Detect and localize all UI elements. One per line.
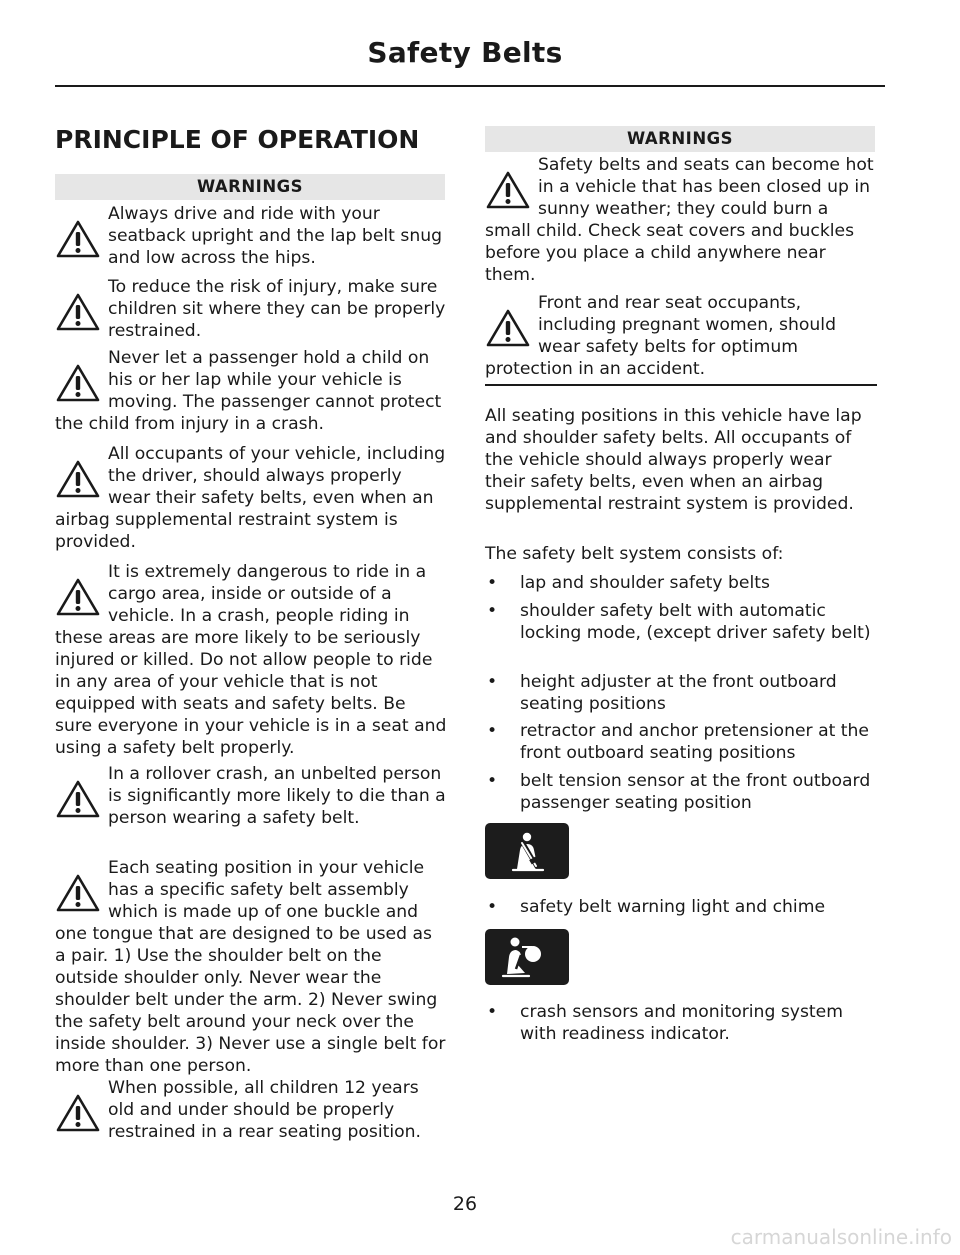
bullet-marker: • (487, 771, 498, 791)
list-item (485, 720, 877, 764)
warning-text: All occupants of your vehicle, including the driver, should always properly wear their safety belts, even when an airbag supplemental restraint system is provided. (55, 444, 446, 552)
bullet-marker: • (487, 672, 498, 692)
warning-item (55, 276, 447, 342)
warnings-header: WARNINGS (55, 174, 445, 200)
warning-text: When possible, all children 12 years old and under should be properly restrained in a rear seating position. (108, 1078, 422, 1142)
warning-text: It is extremely dangerous to ride in a cargo area, inside or outside of a vehicle. In a crash, people riding in these areas are more likely to be seriously injured or killed. Do not allow people to ride in any area of your vehicle that is not equipped with seats and safety belts. Be sure everyone in your vehicle is in a seat and using a safety belt properly. (55, 562, 447, 758)
warning-text: Always drive and ride with your seatback upright and the lap belt snug and low across the hips. (108, 204, 443, 268)
list-item (485, 600, 877, 644)
warning-text: Safety belts and seats can become hot in a vehicle that has been closed up in sunny weather; they could burn a small child. Check seat covers and buckles before you place a child anywhere near them. (485, 155, 874, 285)
list-item-text: belt tension sensor at the front outboard passenger seating position (520, 771, 871, 813)
warning-triangle-icon (55, 363, 101, 403)
warning-item (55, 347, 447, 435)
bullet-marker: • (487, 897, 498, 917)
list-item (485, 572, 877, 594)
warning-text: Never let a passenger hold a child on his or her lap while your vehicle is moving. The passenger cannot protect the child from injury in a crash. (55, 348, 442, 434)
section-divider (485, 384, 877, 386)
header-divider (55, 85, 885, 87)
list-item-text: lap and shoulder safety belts (520, 573, 770, 593)
list-item (485, 770, 877, 814)
warning-triangle-icon (55, 292, 101, 332)
warning-item (55, 443, 447, 553)
bullet-marker: • (487, 721, 498, 741)
warning-triangle-icon (55, 577, 101, 617)
section-title: PRINCIPLE OF OPERATION (55, 125, 420, 154)
list-item (485, 1001, 877, 1045)
warning-triangle-icon (485, 308, 531, 348)
warning-triangle-icon (55, 1093, 101, 1133)
warning-triangle-icon (55, 873, 101, 913)
list-item-text: crash sensors and monitoring system with readiness indicator. (520, 1002, 843, 1044)
warning-text: In a rollover crash, an unbelted person is significantly more likely to die than a person wearing a safety belt. (108, 764, 446, 828)
bullet-marker: • (487, 1002, 498, 1022)
warning-triangle-icon (55, 779, 101, 819)
bullet-marker: • (487, 573, 498, 593)
list-item-text: height adjuster at the front outboard seating positions (520, 672, 837, 714)
page-header-title: Safety Belts (367, 36, 563, 69)
warning-item (55, 857, 447, 1077)
warning-triangle-icon (485, 170, 531, 210)
warning-triangle-icon (55, 219, 101, 259)
list-item-text: safety belt warning light and chime (520, 897, 826, 917)
warning-item (55, 763, 447, 829)
bullet-marker: • (487, 601, 498, 621)
warning-text: Each seating position in your vehicle has a specific safety belt assembly which is made up of one buckle and one tongue that are designed to be used as a pair. 1) Use the shoulder belt on the outside shoulder only. Never wear the shoulder belt under the arm. 2) Never swing the safety belt around your neck over the inside shoulder. 3) Never use a single belt for more than one person. (55, 858, 446, 1076)
system-heading: The safety belt system consists of: (485, 544, 784, 564)
airbag-readiness-lamp-icon (485, 929, 569, 985)
list-item (485, 671, 877, 715)
warning-item (55, 1077, 447, 1143)
list-item-text: shoulder safety belt with automatic locking mode, (except driver safety belt) (520, 601, 871, 643)
warning-item (485, 154, 877, 286)
warning-item (55, 203, 447, 269)
warning-text: Front and rear seat occupants, including pregnant women, should wear safety belts for optimum protection in an accident. (485, 293, 836, 379)
warnings-header: WARNINGS (485, 126, 875, 152)
warning-item (55, 561, 447, 759)
page-number: 26 (452, 1193, 478, 1215)
intro-paragraph: All seating positions in this vehicle have lap and shoulder safety belts. All occupants of the vehicle should always properly wear their safety belts, even when an airbag supplemental restraint system is provided. (485, 406, 862, 514)
seatbelt-warning-lamp-icon (485, 823, 569, 879)
watermark: carmanualsonline.info (730, 1225, 952, 1249)
warning-item (485, 292, 877, 380)
list-item (485, 896, 877, 918)
warning-text: To reduce the risk of injury, make sure children sit where they can be properly restrained. (108, 277, 446, 341)
list-item-text: retractor and anchor pretensioner at the front outboard seating positions (520, 721, 870, 763)
warning-triangle-icon (55, 459, 101, 499)
